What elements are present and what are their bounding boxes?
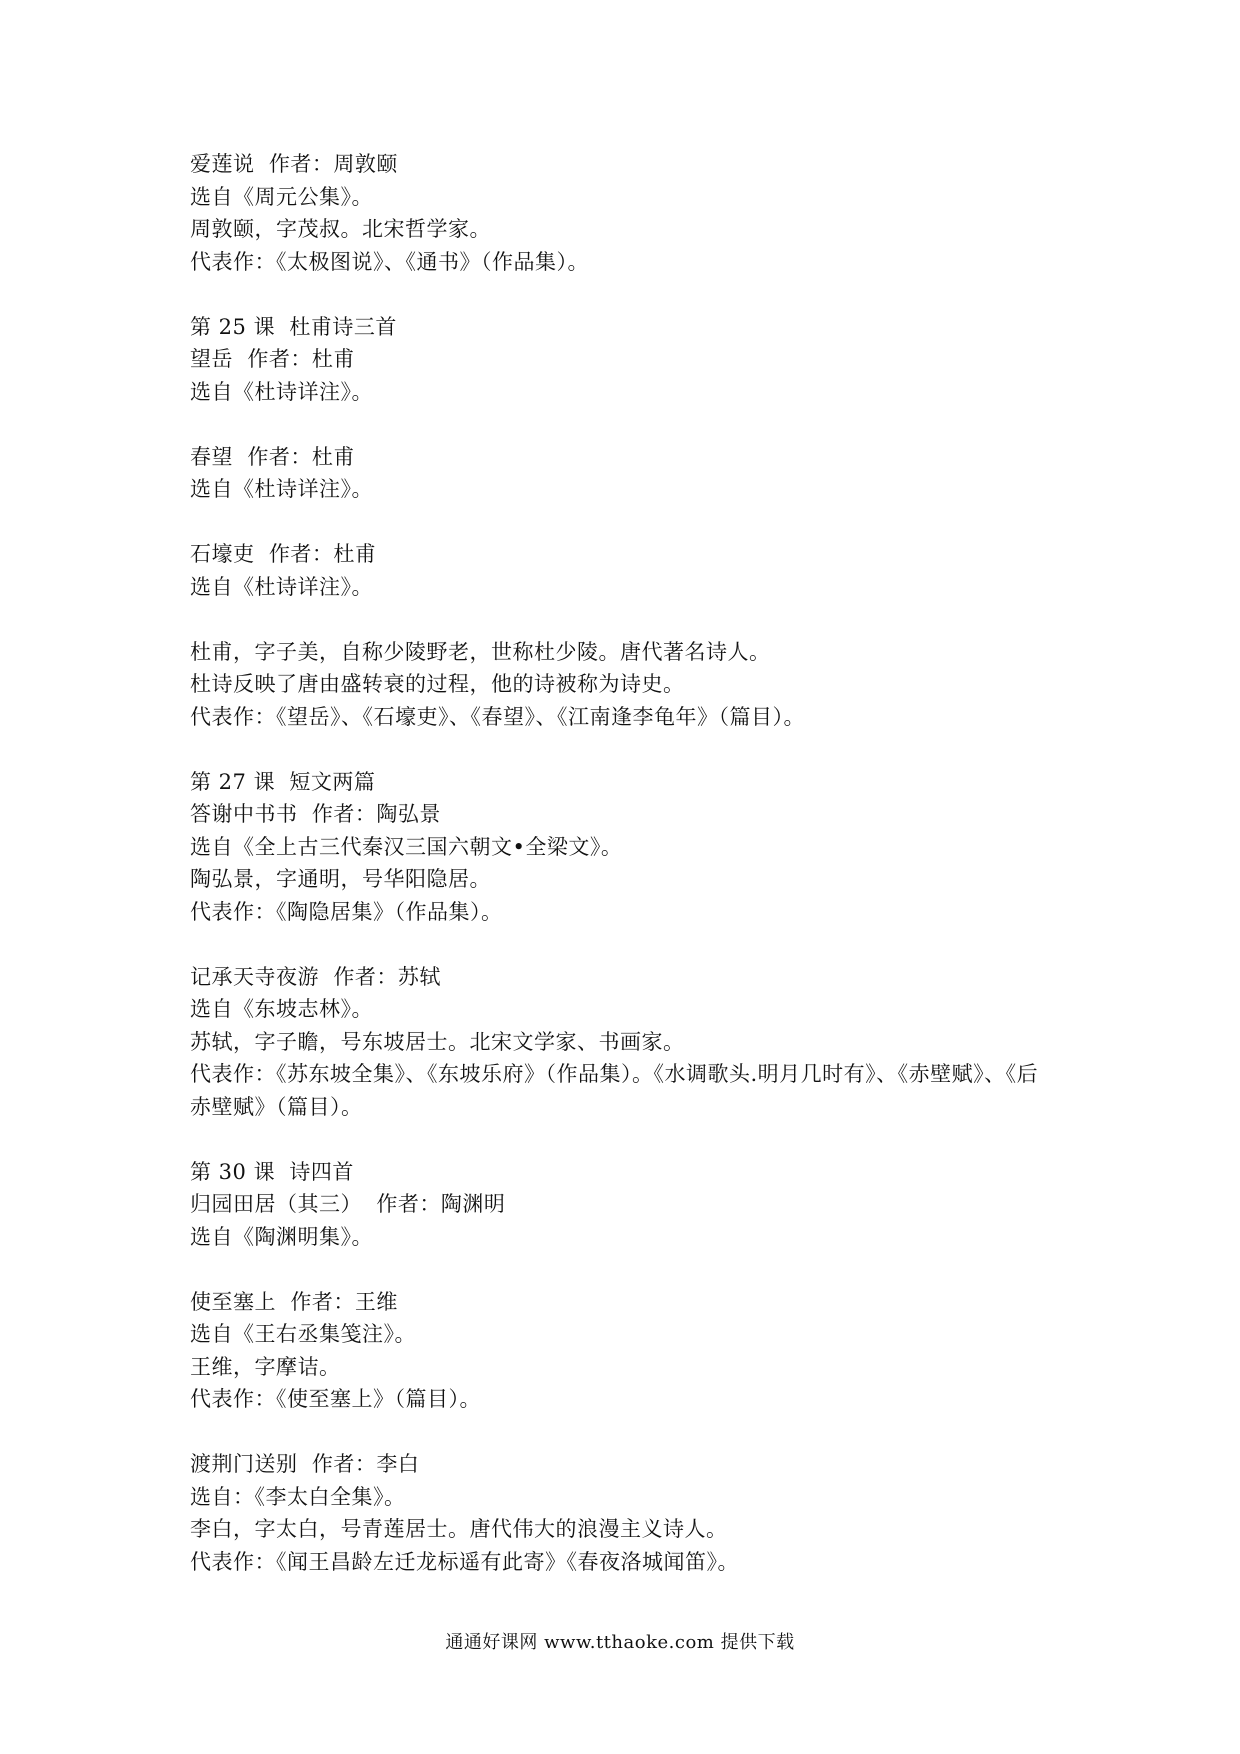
- section-dufu-bio: [190, 636, 1090, 734]
- text-line: 石壕吏 作者：杜甫: [190, 542, 377, 566]
- text-line: 选自《全上古三代秦汉三国六朝文•全梁文》。: [190, 834, 623, 859]
- text-line: 爱莲说 作者：周敦颐: [190, 152, 398, 176]
- text-line: 李白，字太白，号青莲居士。唐代伟大的浪漫主义诗人。: [190, 1517, 728, 1541]
- lesson-heading: 第 27 课 短文两篇: [190, 769, 376, 794]
- section-shihaoli: [190, 538, 1090, 603]
- text-line: 代表作：《闻王昌龄左迁龙标遥有此寄》《春夜洛城闻笛》。: [190, 1549, 739, 1574]
- text-line: 代表作：《陶隐居集》（作品集）。: [190, 899, 503, 924]
- text-line: 选自：《李太白全集》。: [190, 1484, 406, 1509]
- paragraph-gap: [190, 278, 1090, 311]
- text-line: 陶弘景，字通明，号华阳隐居。: [190, 867, 491, 891]
- paragraph-gap: [190, 1416, 1090, 1449]
- paragraph-gap: [190, 1123, 1090, 1156]
- section-lesson-27: [190, 766, 1090, 929]
- text-line: 王维，字摩诘。: [190, 1354, 341, 1379]
- text-line: 杜甫，字子美，自称少陵野老，世称杜少陵。唐代著名诗人。: [190, 639, 771, 664]
- text-line: 代表作：《苏东坡全集》、《东坡乐府》（作品集）。《水调歌头.明月几时有》、《赤壁赋》、《后: [190, 1062, 1039, 1086]
- text-line: 归园田居（其三） 作者：陶渊明: [190, 1192, 506, 1216]
- lesson-heading: 第 25 课 杜甫诗三首: [190, 314, 397, 339]
- text-line: 赤壁赋》（篇目）。: [190, 1094, 363, 1119]
- text-line: 望岳 作者：杜甫: [190, 347, 355, 371]
- paragraph-gap: [190, 506, 1090, 539]
- text-line: 答谢中书书 作者：陶弘景: [190, 802, 441, 826]
- text-line: 选自《东坡志林》。: [190, 997, 373, 1021]
- paragraph-gap: [190, 1253, 1090, 1286]
- text-line: 代表作：《使至塞上》（篇目）。: [190, 1387, 481, 1411]
- text-line: 代表作：《太极图说》、《通书》（作品集）。: [190, 249, 589, 274]
- lesson-heading: 第 30 课 诗四首: [190, 1159, 354, 1184]
- text-line: 记承天寺夜游 作者：苏轼: [190, 964, 441, 989]
- text-line: 春望 作者：杜甫: [190, 444, 355, 469]
- paragraph-gap: [190, 928, 1090, 961]
- section-lesson-25: [190, 311, 1090, 409]
- paragraph-gap: [190, 603, 1090, 636]
- section-dujingmen: [190, 1448, 1090, 1578]
- text-line: 渡荆门送别 作者：李白: [190, 1452, 420, 1476]
- text-line: 苏轼，字子瞻，号东坡居士。北宋文学家、书画家。: [190, 1029, 685, 1054]
- text-line: 代表作：《望岳》、《石壕吏》、《春望》、《江南逢李龟年》（篇目）。: [190, 704, 805, 729]
- document-body: [190, 148, 1090, 1578]
- text-line: 杜诗反映了唐由盛转衰的过程，他的诗被称为诗史。: [190, 672, 685, 696]
- section-chengtiansi: [190, 961, 1090, 1124]
- page-footer: 通通好课网 www.tthaoke.com 提供下载: [445, 1632, 795, 1653]
- text-line: 选自《杜诗详注》。: [190, 379, 373, 404]
- text-line: 周敦颐，字茂叔。北宋哲学家。: [190, 217, 491, 241]
- section-lesson-30: [190, 1156, 1090, 1254]
- text-line: 选自《王右丞集笺注》。: [190, 1322, 416, 1346]
- paragraph-gap: [190, 733, 1090, 766]
- text-line: 选自《杜诗详注》。: [190, 574, 373, 599]
- section-ailianshuo: [190, 148, 1090, 278]
- paragraph-gap: [190, 408, 1090, 441]
- text-line: 选自《周元公集》。: [190, 184, 373, 209]
- text-line: 选自《陶渊明集》。: [190, 1224, 373, 1249]
- text-line: 选自《杜诗详注》。: [190, 477, 373, 501]
- section-shizhisaishang: [190, 1286, 1090, 1416]
- text-line: 使至塞上 作者：王维: [190, 1289, 398, 1314]
- section-chunwang: [190, 441, 1090, 506]
